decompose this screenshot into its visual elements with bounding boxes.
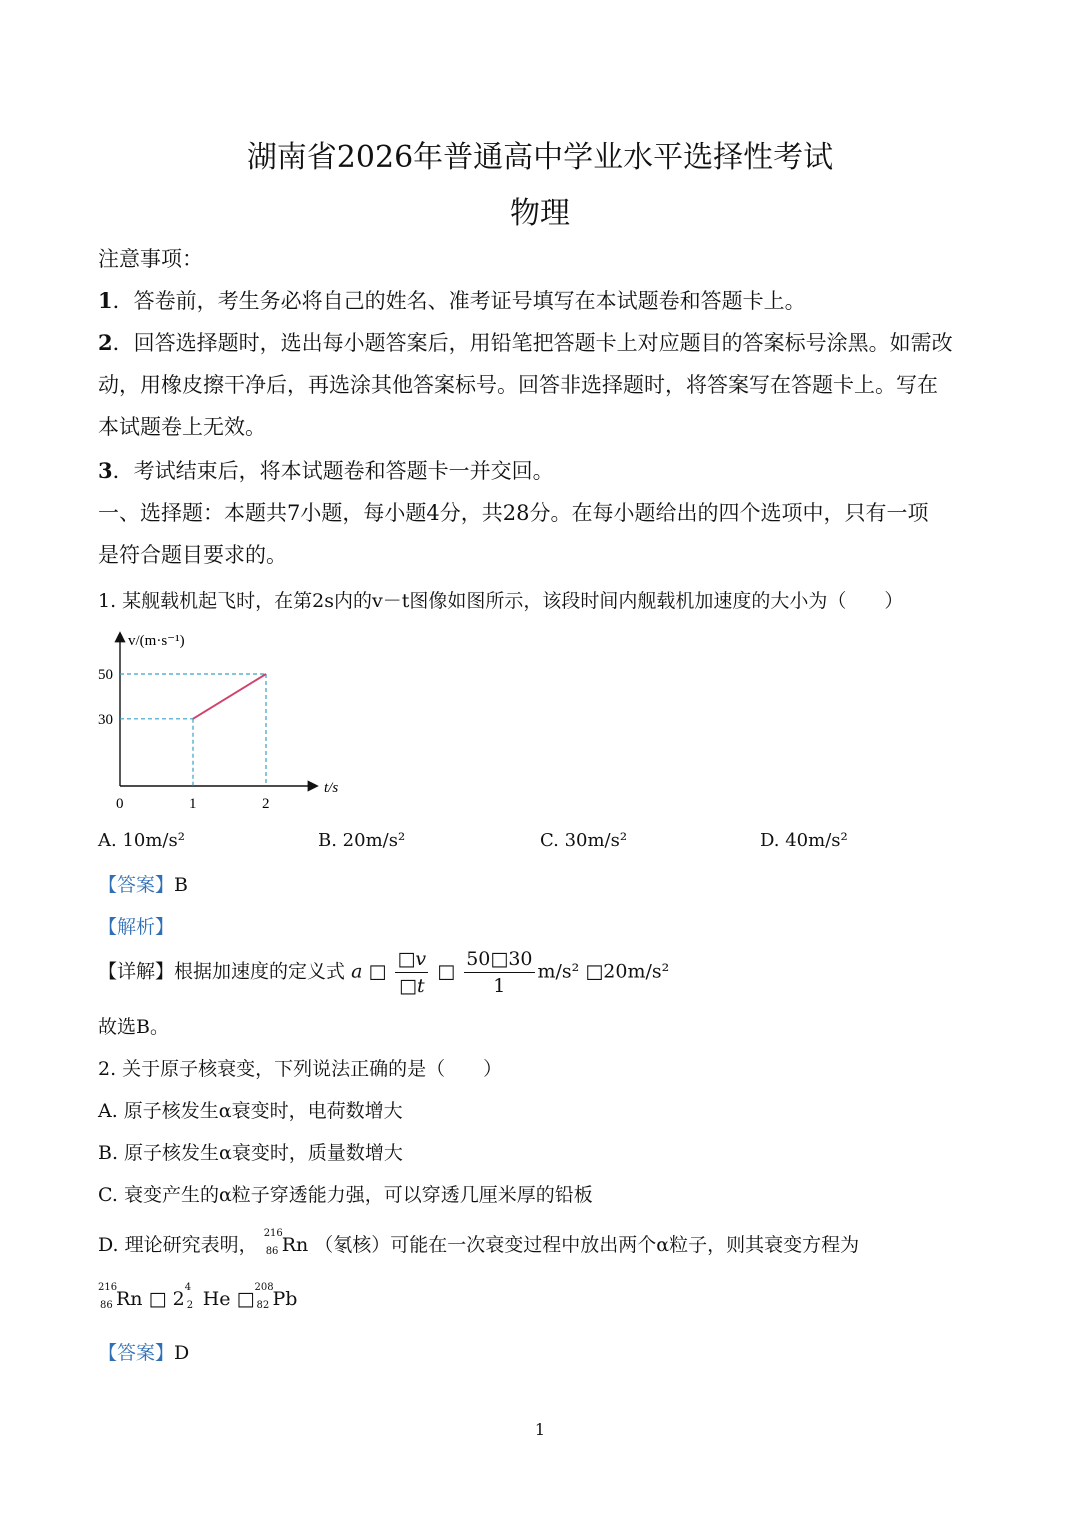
- equation-arrow: □: [148, 1288, 167, 1310]
- q1-detail: [98, 946, 669, 999]
- equation-coef: 2: [172, 1288, 185, 1310]
- notice-item-1: [98, 280, 806, 322]
- frac-numerator: □v: [395, 946, 428, 973]
- optd-suffix: （氡核）可能在一次衰变过程中放出两个α粒子，则其衰变方程为: [314, 1234, 860, 1256]
- notice-num: 3: [98, 458, 113, 483]
- q1-conclusion: 故选B。: [98, 1016, 169, 1038]
- nuclide-pb: [254, 1282, 298, 1311]
- formula-unit: m/s²: [537, 960, 580, 983]
- detail-text: 根据加速度的定义式: [174, 960, 346, 983]
- mass-number: 4: [184, 1282, 192, 1293]
- mass-number: 216: [98, 1282, 118, 1293]
- formula-eq: □: [368, 960, 387, 983]
- atomic-number: 2: [186, 1300, 194, 1311]
- notice-text: ．考试结束后，将本试题卷和答题卡一并交回。: [112, 459, 554, 483]
- y-tick-label: 50: [98, 667, 113, 683]
- answer-tag: 【答案】: [98, 1342, 175, 1364]
- notice-text: ．答卷前，考生务必将自己的姓名、准考证号填写在本试题卷和答题卡上。: [112, 289, 806, 313]
- notice-item-2-line2: 动，用橡皮擦干净后，再选涂其他答案标号。回答非选择题时，将答案写在答题卡上。写在: [98, 373, 938, 397]
- formula-lhs: a: [351, 960, 363, 983]
- x-tick-label: 1: [189, 796, 197, 812]
- x-tick-label: 2: [262, 796, 270, 812]
- vt-graph: [92, 626, 362, 816]
- answer-value: D: [174, 1342, 190, 1364]
- q1-option-d: D. 40m/s²: [760, 830, 848, 851]
- notice-item-3: [98, 450, 554, 492]
- q2-equation: [98, 1282, 298, 1311]
- detail-tag: 【详解】: [98, 960, 175, 983]
- notice-num: 1: [98, 288, 113, 313]
- mass-number: 216: [263, 1228, 283, 1239]
- q1-stem: 1. 某舰载机起飞时，在第2s内的v－t图像如图所示，该段时间内舰载机加速度的大小为（ ）: [98, 590, 904, 612]
- q2-option-c: C. 衰变产生的α粒子穿透能力强，可以穿透几厘米厚的铅板: [98, 1184, 593, 1206]
- formula-eq: □: [437, 960, 456, 983]
- frac-denominator: □t: [399, 975, 425, 997]
- answer-tag: 【答案】: [98, 874, 175, 896]
- q2-answer: [98, 1338, 189, 1365]
- series-line: [193, 674, 266, 719]
- analysis-tag: 【解析】: [98, 916, 175, 938]
- q2-option-a: A. 原子核发生α衰变时，电荷数增大: [98, 1100, 403, 1122]
- page-number: 1: [534, 1420, 546, 1439]
- q2-option-d: [98, 1230, 859, 1257]
- subject-title: 物理: [510, 196, 570, 231]
- section-heading-line2: 是符合题目要求的。: [98, 543, 287, 567]
- answer-value: B: [174, 874, 188, 896]
- section-heading-line1: 一、选择题：本题共7小题，每小题4分，共28分。在每小题给出的四个选项中，只有一项: [98, 501, 929, 525]
- notice-item-2-line3: 本试题卷上无效。: [98, 415, 266, 439]
- formula-fraction-2: [464, 946, 534, 999]
- q2-stem: 2. 关于原子核衰变，下列说法正确的是（ ）: [98, 1058, 503, 1080]
- q1-option-a: A. 10m/s²: [98, 830, 185, 851]
- frac-numerator: 50□30: [464, 946, 534, 973]
- element-symbol: Rn: [116, 1288, 143, 1310]
- element-symbol: Rn: [281, 1234, 309, 1256]
- equation-plus: □: [236, 1288, 255, 1310]
- atomic-number: 82: [256, 1300, 270, 1311]
- x-axis-label: t/s: [324, 780, 339, 796]
- exam-title: 湖南省2026年普通高中学业水平选择性考试: [246, 140, 834, 175]
- element-symbol: Pb: [272, 1288, 298, 1310]
- x-tick-label: 0: [116, 796, 124, 812]
- nuclide-rn: [263, 1228, 309, 1257]
- y-tick-label: 30: [98, 711, 113, 728]
- element-symbol: He: [202, 1288, 231, 1310]
- nuclide-he: [184, 1282, 231, 1311]
- atomic-number: 86: [265, 1246, 279, 1257]
- q1-option-c: C. 30m/s²: [540, 830, 628, 851]
- q1-answer: [98, 870, 188, 897]
- notice-num: 2: [98, 330, 113, 355]
- mass-number: 208: [254, 1282, 274, 1293]
- formula-fraction-1: [395, 946, 428, 999]
- optd-prefix: D. 理论研究表明，: [98, 1234, 258, 1256]
- q1-option-b: B. 20m/s²: [318, 830, 406, 851]
- notice-item-2: [98, 322, 953, 364]
- notice-heading: 注意事项：: [98, 247, 203, 271]
- notice-text: ．回答选择题时，选出每小题答案后，用铅笔把答题卡上对应题目的答案标号涂黑。如需改: [112, 331, 953, 355]
- atomic-number: 86: [100, 1300, 113, 1311]
- q1-analysis: [98, 912, 174, 939]
- nuclide-rn: [98, 1282, 143, 1311]
- q2-option-b: B. 原子核发生α衰变时，质量数增大: [98, 1142, 403, 1164]
- formula-result: □20m/s²: [585, 960, 670, 983]
- frac-denominator: 1: [493, 975, 506, 997]
- y-axis-label: v/(m·s⁻¹): [128, 633, 185, 649]
